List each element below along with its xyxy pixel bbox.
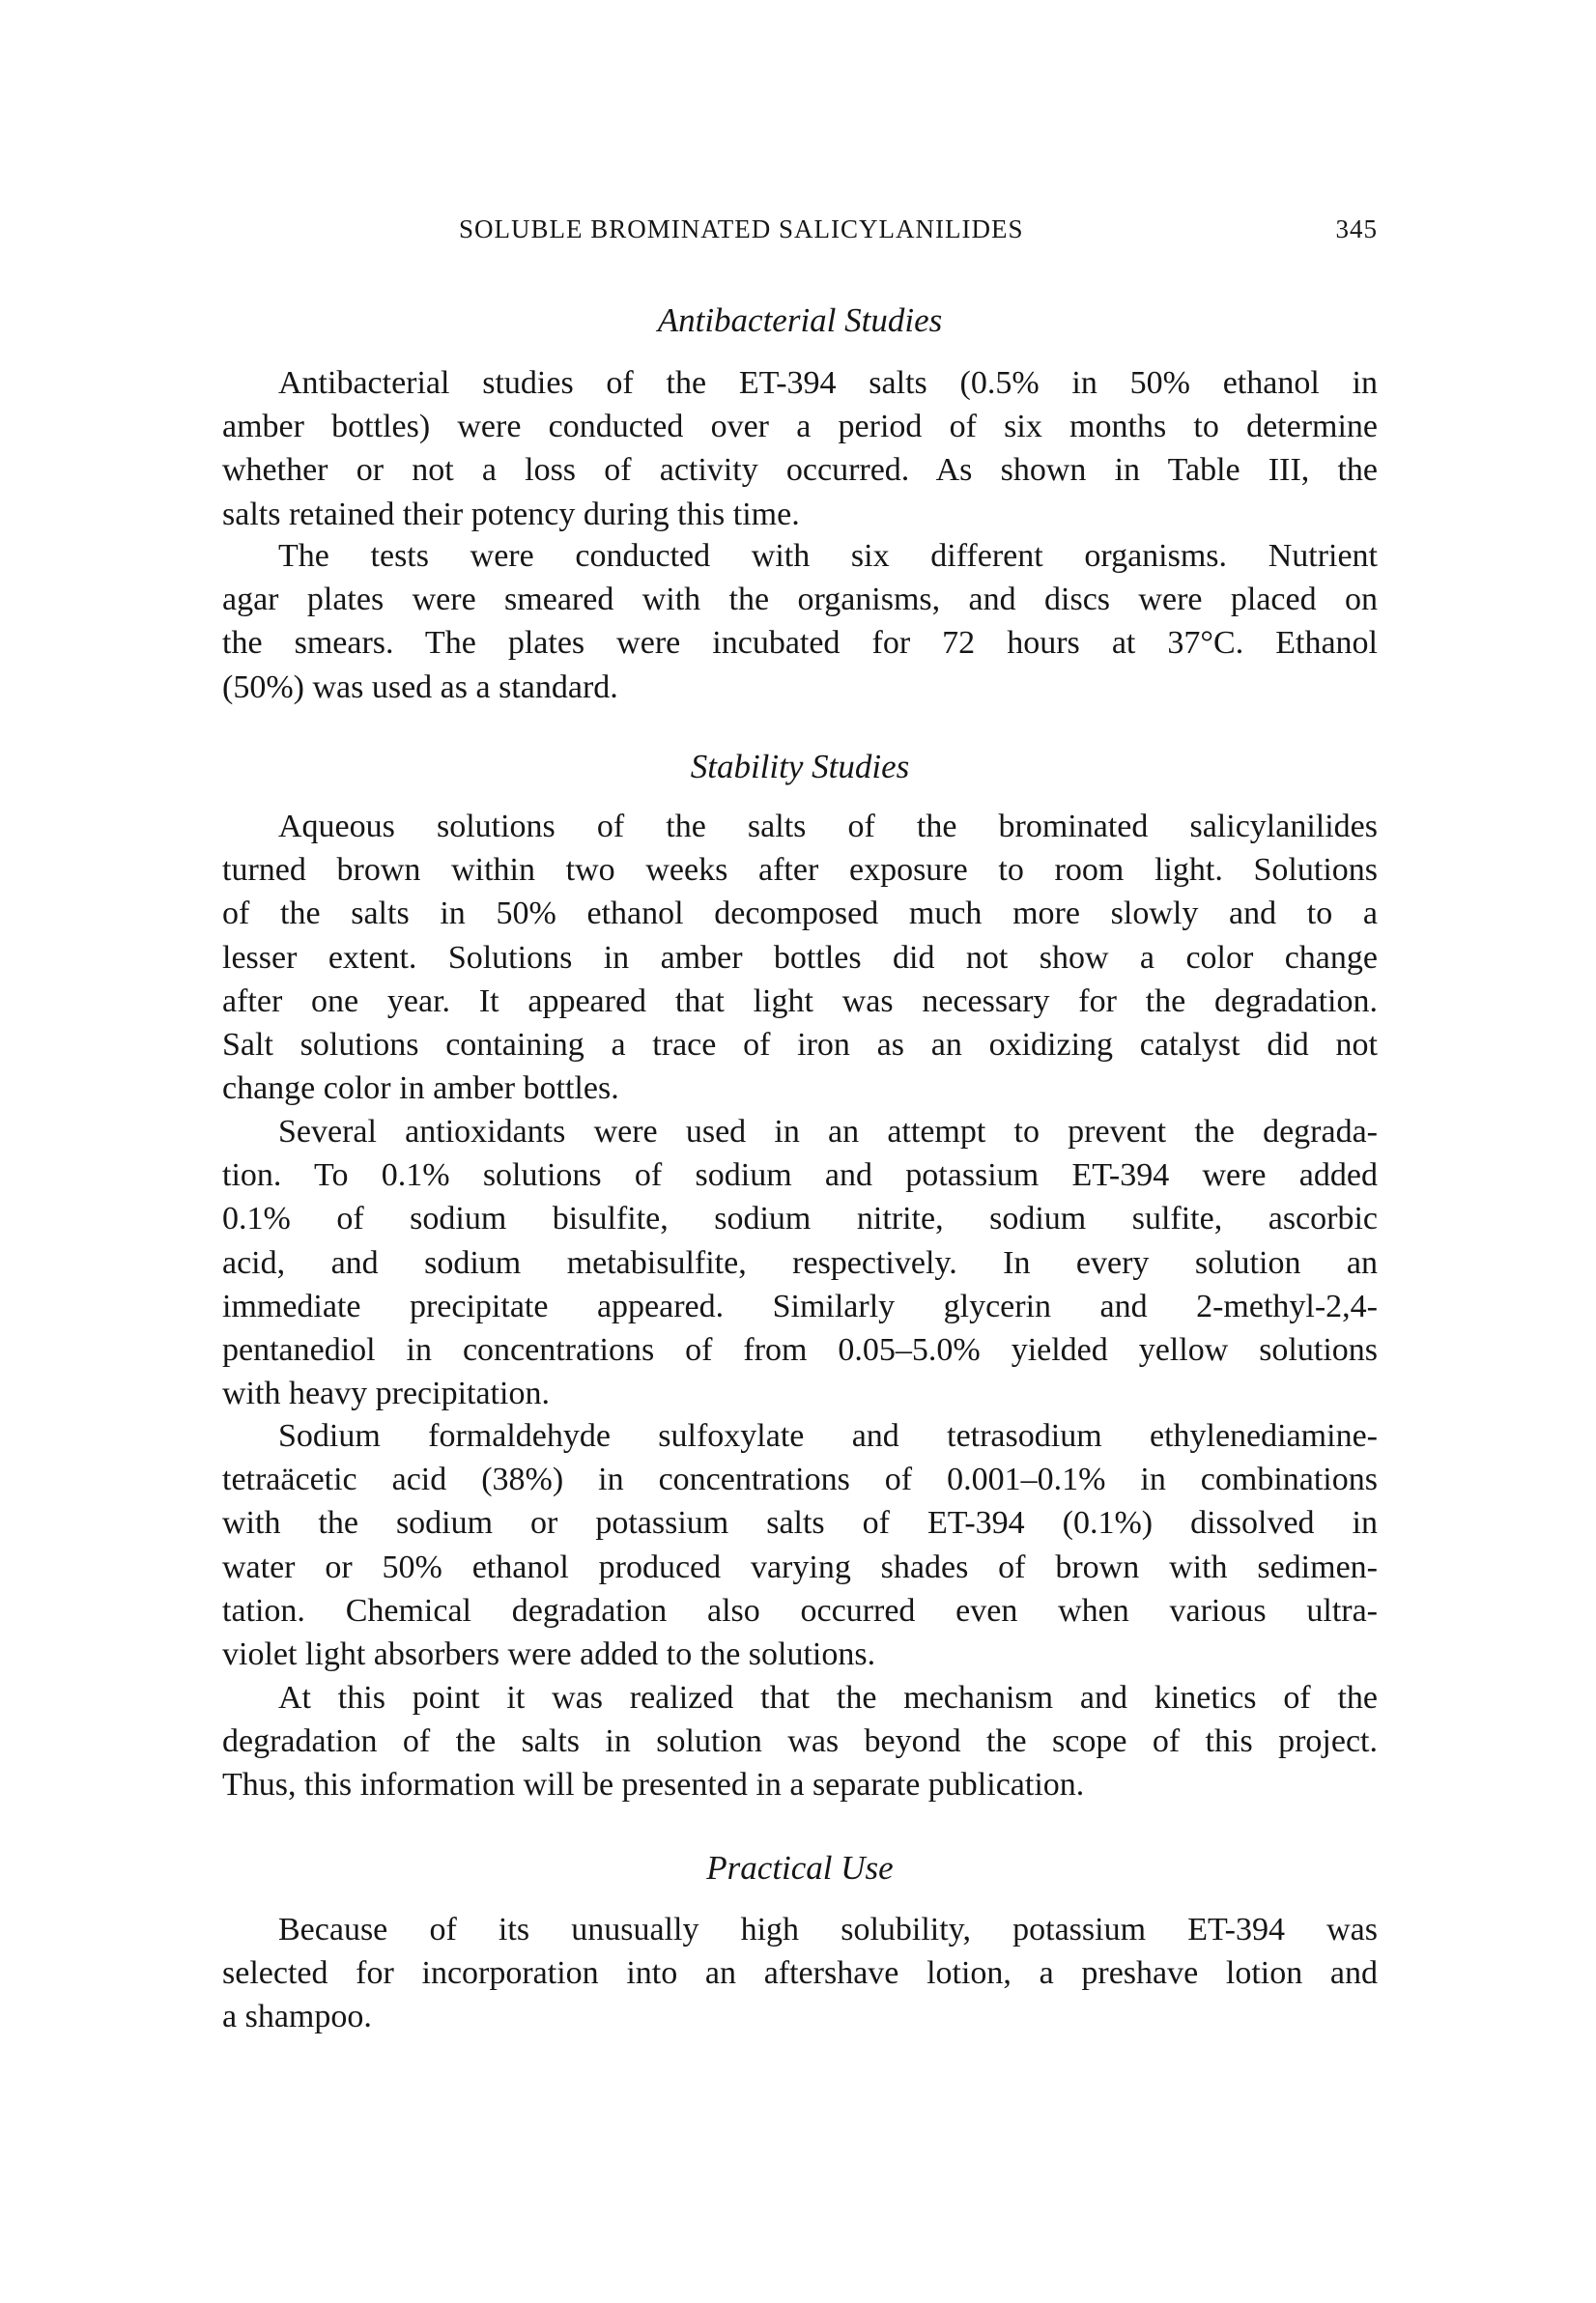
text-line: violet light absorbers were added to the solutions. xyxy=(222,1635,876,1672)
text-line: tetraäcetic acid (38%) in concentrations of 0.001–0.1% in combinations xyxy=(222,1462,1378,1498)
text-line: lesser extent. Solutions in amber bottles did not show a color change xyxy=(222,939,1378,976)
text-line: Because of its unusually high solubility, potassium ET-394 was xyxy=(278,1912,1378,1948)
text-line: salts retained their potency during this time. xyxy=(222,496,800,532)
text-line: Sodium formaldehyde sulfoxylate and tetrasodium ethylenediamine- xyxy=(278,1418,1378,1454)
text-line: pentanediol in concentrations of from 0.05–5.0% yielded yellow solutions xyxy=(222,1331,1378,1368)
text-line: Salt solutions containing a trace of iron as an oxidizing catalyst did not xyxy=(222,1026,1378,1063)
text-line: Antibacterial studies of the ET-394 salts (0.5% in 50% ethanol in xyxy=(278,365,1378,401)
paragraph xyxy=(222,805,1378,1110)
text-line: with heavy precipitation. xyxy=(222,1376,550,1412)
text-line: Aqueous solutions of the salts of the brominated salicylanilides xyxy=(278,809,1378,844)
text-line: agar plates were smeared with the organisms, and discs were placed on xyxy=(222,582,1378,618)
paragraph xyxy=(222,1908,1378,2039)
text-line: 0.1% of sodium bisulfite, sodium nitrite, sodium sulfite, ascorbic xyxy=(222,1201,1378,1237)
paragraph xyxy=(222,1414,1378,1676)
text-line: turned brown within two weeks after exposure to room light. Solutions xyxy=(222,852,1378,889)
paragraph xyxy=(222,534,1378,709)
section-heading: Stability Studies xyxy=(690,748,910,785)
text-line: water or 50% ethanol produced varying shades of brown with sedimen- xyxy=(222,1549,1378,1585)
running-title: SOLUBLE BROMINATED SALICYLANILIDES xyxy=(459,214,1024,243)
text-line: tion. To 0.1% solutions of sodium and potassium ET-394 were added xyxy=(222,1157,1378,1194)
text-line: At this point it was realized that the mechanism and kinetics of the xyxy=(278,1680,1378,1716)
text-line: of the salts in 50% ethanol decomposed much more slowly and to a xyxy=(222,896,1378,932)
text-line: acid, and sodium metabisulfite, respectively. In every solution an xyxy=(222,1244,1378,1281)
text-line: with the sodium or potassium salts of ET-394 (0.1%) dissolved in xyxy=(222,1505,1378,1542)
text-line: amber bottles) were conducted over a period of six months to determine xyxy=(222,409,1378,445)
paragraph xyxy=(222,1110,1378,1415)
text-line: whether or not a loss of activity occurred. As shown in Table III, the xyxy=(222,452,1378,489)
page-number: 345 xyxy=(1335,214,1378,243)
text-line: (50%) was used as a standard. xyxy=(222,668,618,705)
paragraph xyxy=(222,1676,1378,1807)
paragraph xyxy=(222,361,1378,536)
section-heading: Antibacterial Studies xyxy=(657,301,943,339)
text-line: Thus, this information will be presented in a separate publication. xyxy=(222,1767,1085,1804)
text-line: after one year. It appeared that light was necessary for the degradation. xyxy=(222,982,1378,1019)
text-line: tation. Chemical degradation also occurred even when various ultra- xyxy=(222,1592,1378,1629)
text-line: selected for incorporation into an aftershave lotion, a preshave lotion and xyxy=(222,1955,1378,1992)
text-line: degradation of the salts in solution was beyond the scope of this project. xyxy=(222,1723,1378,1760)
text-line: The tests were conducted with six different organisms. Nutrient xyxy=(278,538,1378,574)
text-line: change color in amber bottles. xyxy=(222,1070,619,1107)
text-line: the smears. The plates were incubated for 72 hours at 37°C. Ethanol xyxy=(222,625,1378,662)
text-line: Several antioxidants were used in an attempt to prevent the degrada- xyxy=(278,1114,1378,1150)
text-line: immediate precipitate appeared. Similarly glycerin and 2-methyl-2,4- xyxy=(222,1288,1378,1324)
section-heading: Practical Use xyxy=(706,1849,894,1887)
text-line: a shampoo. xyxy=(222,1999,372,2035)
